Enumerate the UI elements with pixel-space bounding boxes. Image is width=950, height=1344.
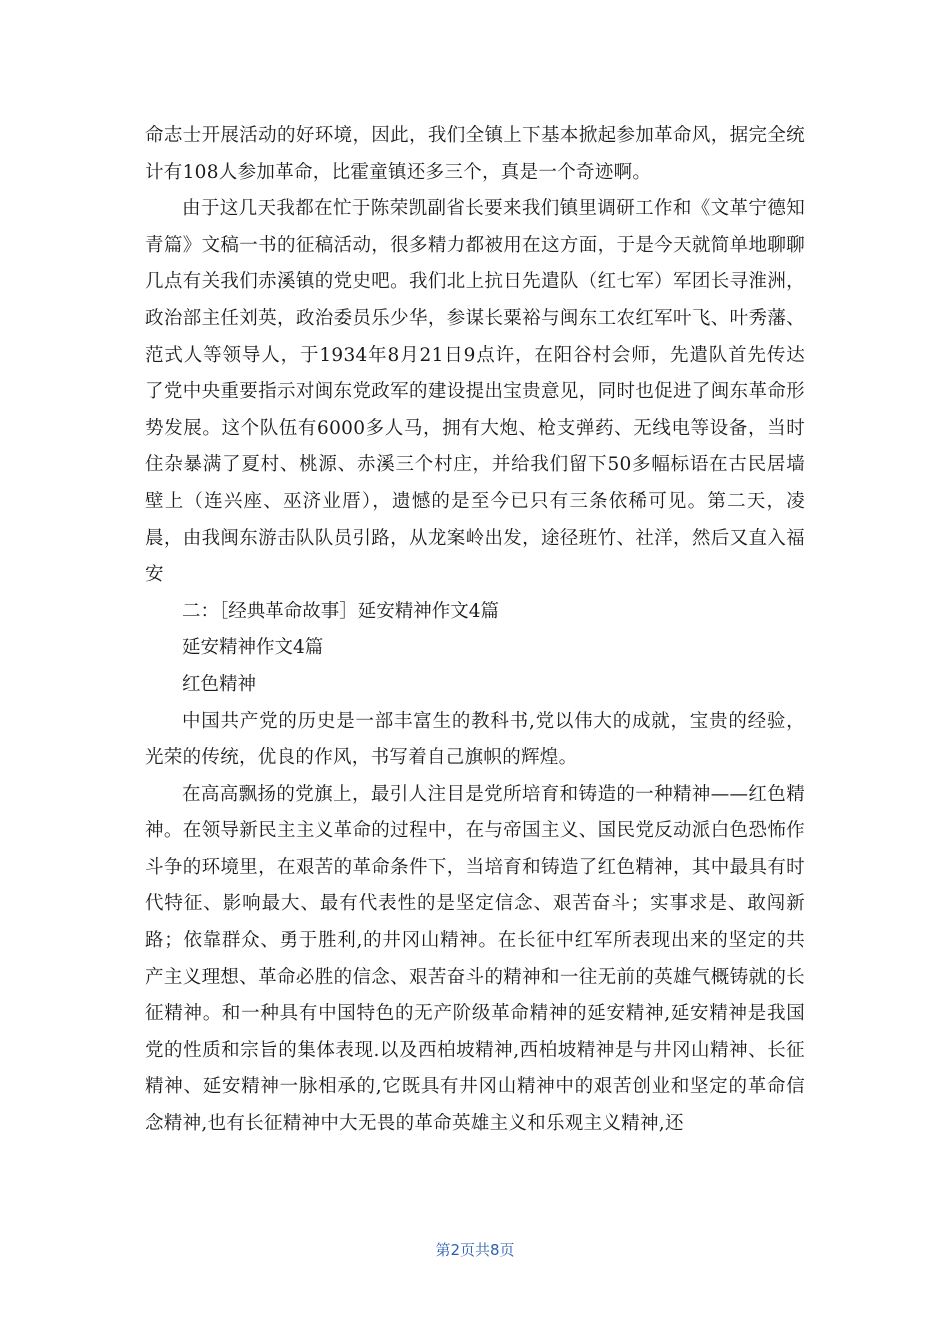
- section-heading: 二：［经典革命故事］延安精神作文4篇: [182, 600, 500, 622]
- paragraph-red-spirit: 在高高飘扬的党旗上，最引人注目是党所培育和铸造的一种精神——红色精神。在领导新民主主义革命的过程中，在与帝国主义、国民党反动派白色恐怖作斗争的环境里，在艰苦的革命条件下，当培育和铸造了红色精神，其中最具有时代特征、影响最大、最有代表性的是坚定信念、艰苦奋斗；实事求是、敢闯新路；依靠群众、勇于胜利,的井冈山精神。在长征中红军所表现出来的坚定的共产主义理想、革命必胜的信念、艰苦奋斗的精神和一往无前的英雄气概铸就的长征精神。和一种具有中国特色的无产阶级革命精神的延安精神,延安精神是我国党的性质和宗旨的集体表现.以及西柏坡精神,西柏坡精神是与井冈山精神、长征精神、延安精神一脉相承的,它既具有井冈山精神中的艰苦创业和坚定的革命信念精神,也有长征精神中大无畏的革命英雄主义和乐观主义精神,还: [145, 783, 805, 1135]
- paragraph-party-history: 由于这几天我都在忙于陈荣凯副省长要来我们镇里调研工作和《文革宁德知青篇》文稿一书的征稿活动，很多精力都被用在这方面，于是今天就简单地聊聊几点有关我们赤溪镇的党史吧。我们北上抗日先遣队（红七军）军团长寻淮洲，政治部主任刘英，政治委员乐少华，参谋长粟裕与闽东工农红军叶飞、叶秀藩、范式人等领导人，于1934年8月21日9点许，在阳谷村会师，先遣队首先传达了党中央重要指示对闽东党政军的建设提出宝贵意见，同时也促进了闽东革命形势发展。这个队伍有6000多人马，拥有大炮、枪支弹药、无线电等设备，当时住杂暴满了夏村、桃源、赤溪三个村庄，并给我们留下50多幅标语在古民居墙壁上（连兴座、巫济业厝），遗憾的是至今已只有三条依稀可见。第二天，凌晨，由我闽东游击队队员引路，从龙案岭出发，途径班竹、社洋，然后又直入福安: [145, 198, 805, 586]
- essay-title: 红色精神: [182, 673, 257, 695]
- page-indicator: 第2页共8页: [435, 1241, 515, 1259]
- document-body: [145, 118, 805, 1143]
- article-title: 延安精神作文4篇: [182, 637, 324, 659]
- paragraph-intro: 中国共产党的历史是一部丰富生的教科书,党以伟大的成就，宝贵的经验，光荣的传统，优良的作风，书写着自己旗帜的辉煌。: [145, 710, 805, 769]
- paragraph-continuation: 命志士开展活动的好环境，因此，我们全镇上下基本掀起参加革命风，据完全统计有108人参加革命，比霍童镇还多三个，真是一个奇迹啊。: [145, 125, 805, 183]
